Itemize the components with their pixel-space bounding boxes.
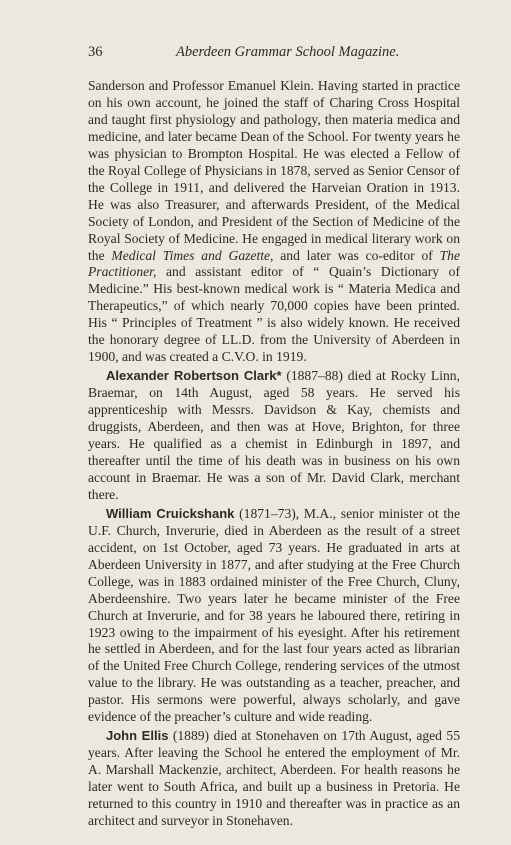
paragraph-text: Sanderson and Professor Emanuel Klein. Having started in practice on his own account, he joined the staff of Charing Cross Hospital and taught first physiology and pathology, then materia medica and medicine, and later became Dean of the School. For twenty years he was physician to Brompton Hospital. He was elected a Fellow of the Royal College of Physicians in 1878, served as Senior Censor of the College in 1911, and delivered the Harveian Oration in 1913. He was also Treasurer, and afterwards President, of the Medical Society of London, and President of the Section of Medicine of the Royal Society of Medicine. He engaged in medical literary work on the (88, 78, 460, 263)
page-header (88, 44, 460, 64)
publication-title: The Practitioner, (88, 247, 460, 280)
paragraph-text: and later was co-editor of (273, 247, 440, 263)
paragraph-text: and assistant editor of “ Quain’s Dictionary of Medicine.” His best-known medical work is “ Materia Medica and Therapeutics,” of which nearly 70,000 copies have been printed. His “ Principles of Treatment ” is also widely known. He received the honorary degree of LL.D. from the University of Aberdeen in 1900, and was created a C.V.O. in 1919. (88, 264, 460, 365)
obituary-entry (88, 368, 460, 504)
obituary-name: Alexander Robertson Clark* (106, 368, 282, 384)
obituary-name: William Cruickshank (106, 505, 235, 521)
paragraph-continuation (88, 78, 460, 366)
article-body (88, 78, 460, 832)
page-number: 36 (88, 44, 103, 60)
publication-title: Medical Times and Gazette, (111, 247, 274, 263)
obituary-entry (88, 728, 460, 830)
obituary-name: John Ellis (106, 728, 169, 744)
obituary-text: (1871–73), M.A., senior minister ot the U.F. Church, Inverurie, died in Aberdeen as the result of a street accident, on 1st October, aged 73 years. He graduated in arts at Aberdeen University in 1877, and after studying at the Free Church College, was in 1883 ordained minister of the Free Church, Cluny, Aberdeenshire. Two years later he became minister of the Free Church at Inverurie, and for 38 years he laboured there, retiring in 1923 owing to the impairment of his eyesight. After his retirement he settled in Aberdeen, and for the last four years acted as librarian of the United Free Church College, rendering services of the utmost value to the library. He was outstanding as a teacher, preacher, and pastor. His sermons were powerful, always scholarly, and gave evidence of the preacher’s culture and wide reading. (88, 505, 460, 725)
running-title: Aberdeen Grammar School Magazine. (176, 44, 400, 60)
obituary-entry (88, 506, 460, 726)
obituary-text: (1887–88) died at Rocky Linn, Braemar, on 14th August, aged 58 years. He served his apprenticeship with Messrs. Davidson & Kay, chemists and druggists, Aberdeen, and then was at Hove, Brighton, for three years. He qualified as a chemist in Edinburgh in 1897, and thereafter until the time of his death was in business on his own account in Braemar. He was a son of Mr. David Clark, merchant there. (88, 368, 460, 502)
obituary-text: (1889) died at Stonehaven on 17th August, aged 55 years. After leaving the School he entered the employment of Mr. A. Marshall Mackenzie, architect, Aberdeen. For health reasons he later went to South Africa, and built up a business in Pretoria. He returned to this country in 1910 and thereafter was in practice as an architect and surveyor in Stonehaven. (88, 728, 460, 828)
